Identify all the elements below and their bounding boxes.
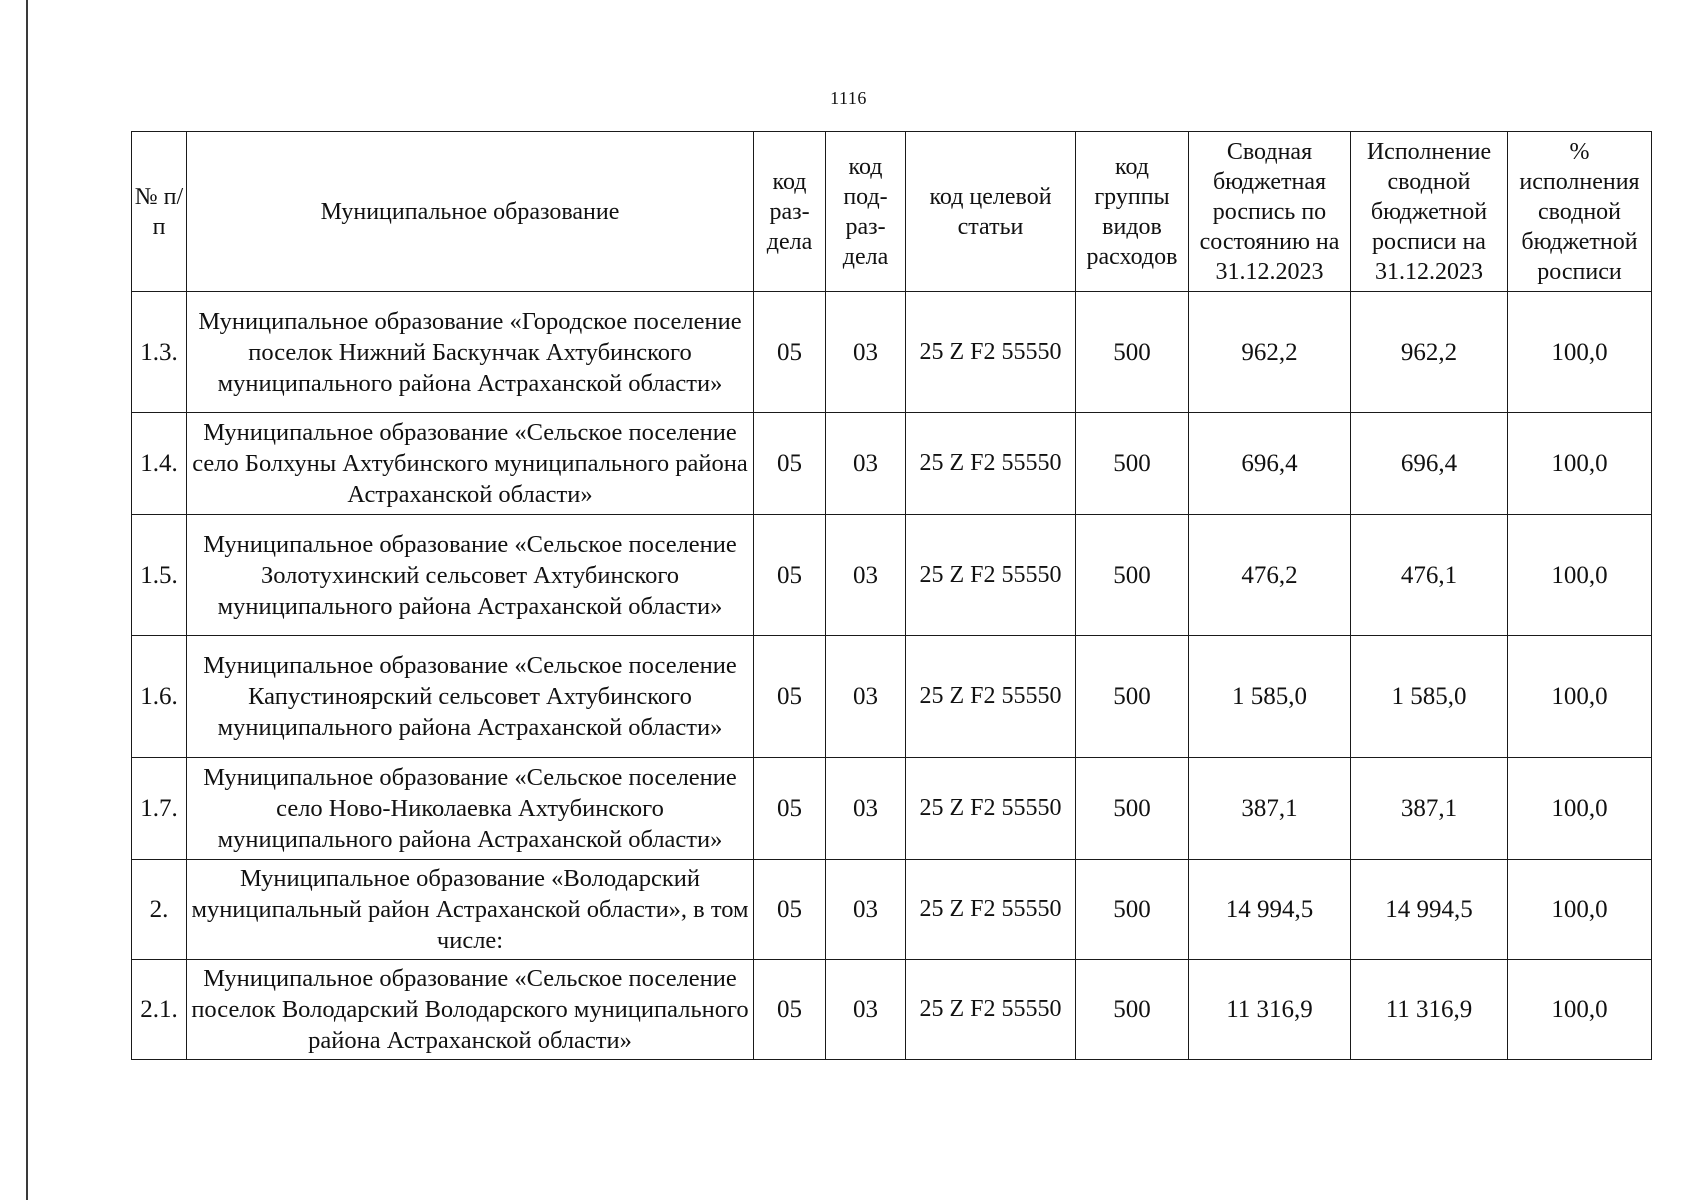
budget-plan-value: 962,2 <box>1189 292 1351 413</box>
budget-execution-value: 1 585,0 <box>1351 636 1508 758</box>
section-code: 05 <box>754 636 826 758</box>
expense-group-code: 500 <box>1076 960 1189 1060</box>
subsection-code: 03 <box>826 515 906 636</box>
table-row <box>132 758 1652 860</box>
subsection-code: 03 <box>826 960 906 1060</box>
table-row <box>132 292 1652 413</box>
subsection-code: 03 <box>826 758 906 860</box>
target-article-code: 25 Z F2 55550 <box>906 413 1076 515</box>
budget-execution-value: 11 316,9 <box>1351 960 1508 1060</box>
section-code: 05 <box>754 515 826 636</box>
expense-group-code: 500 <box>1076 515 1189 636</box>
budget-execution-value: 476,1 <box>1351 515 1508 636</box>
header-budget-plan: Сводная бюджетная роспись по состоянию на 31.12.2023 <box>1189 132 1351 292</box>
execution-percent-value: 100,0 <box>1508 860 1652 960</box>
row-number: 2. <box>132 860 187 960</box>
header-section-code: код раз-дела <box>754 132 826 292</box>
expense-group-code: 500 <box>1076 636 1189 758</box>
section-code: 05 <box>754 960 826 1060</box>
section-code: 05 <box>754 292 826 413</box>
target-article-code: 25 Z F2 55550 <box>906 860 1076 960</box>
header-budget-execution: Исполнение сводной бюджетной росписи на 31.12.2023 <box>1351 132 1508 292</box>
row-number: 1.3. <box>132 292 187 413</box>
row-number: 1.5. <box>132 515 187 636</box>
budget-execution-value: 962,2 <box>1351 292 1508 413</box>
header-subsection-code: код под-раз-дела <box>826 132 906 292</box>
header-target-article-code: код целевой статьи <box>906 132 1076 292</box>
header-execution-percent: % исполнения сводной бюджетной росписи <box>1508 132 1652 292</box>
target-article-code: 25 Z F2 55550 <box>906 636 1076 758</box>
budget-execution-value: 14 994,5 <box>1351 860 1508 960</box>
target-article-code: 25 Z F2 55550 <box>906 960 1076 1060</box>
municipality-name: Муниципальное образование «Володарский муниципальный район Астраханской области», в том числе: <box>187 860 754 960</box>
budget-plan-value: 1 585,0 <box>1189 636 1351 758</box>
municipality-name: Муниципальное образование «Сельское поселение Капустиноярский сельсовет Ахтубинского муниципального района Астраханской области» <box>187 636 754 758</box>
municipality-name: Муниципальное образование «Сельское поселение село Болхуны Ахтубинского муниципального района Астраханской области» <box>187 413 754 515</box>
budget-execution-table <box>131 131 1652 1060</box>
header-row-number: № п/п <box>132 132 187 292</box>
expense-group-code: 500 <box>1076 860 1189 960</box>
municipality-name: Муниципальное образование «Сельское поселение село Ново-Николаевка Ахтубинского муниципального района Астраханской области» <box>187 758 754 860</box>
municipality-name: Муниципальное образование «Сельское поселение Золотухинский сельсовет Ахтубинского муниципального района Астраханской области» <box>187 515 754 636</box>
budget-plan-value: 476,2 <box>1189 515 1351 636</box>
execution-percent-value: 100,0 <box>1508 292 1652 413</box>
table-row <box>132 636 1652 758</box>
row-number: 2.1. <box>132 960 187 1060</box>
municipality-name: Муниципальное образование «Городское поселение поселок Нижний Баскунчак Ахтубинского муниципального района Астраханской области» <box>187 292 754 413</box>
row-number: 1.7. <box>132 758 187 860</box>
execution-percent-value: 100,0 <box>1508 960 1652 1060</box>
target-article-code: 25 Z F2 55550 <box>906 292 1076 413</box>
budget-plan-value: 14 994,5 <box>1189 860 1351 960</box>
subsection-code: 03 <box>826 292 906 413</box>
expense-group-code: 500 <box>1076 758 1189 860</box>
municipality-name: Муниципальное образование «Сельское поселение поселок Володарский Володарского муниципального района Астраханской области» <box>187 960 754 1060</box>
target-article-code: 25 Z F2 55550 <box>906 758 1076 860</box>
table-row <box>132 960 1652 1060</box>
budget-plan-value: 11 316,9 <box>1189 960 1351 1060</box>
row-number: 1.4. <box>132 413 187 515</box>
table-row <box>132 413 1652 515</box>
header-municipality: Муниципальное образование <box>187 132 754 292</box>
target-article-code: 25 Z F2 55550 <box>906 515 1076 636</box>
header-expense-group-code: код группы видов расходов <box>1076 132 1189 292</box>
execution-percent-value: 100,0 <box>1508 515 1652 636</box>
table-header-row <box>132 132 1652 292</box>
table-row <box>132 515 1652 636</box>
subsection-code: 03 <box>826 413 906 515</box>
execution-percent-value: 100,0 <box>1508 636 1652 758</box>
section-code: 05 <box>754 413 826 515</box>
scan-border-line <box>26 0 28 1200</box>
expense-group-code: 500 <box>1076 413 1189 515</box>
section-code: 05 <box>754 860 826 960</box>
subsection-code: 03 <box>826 860 906 960</box>
table-row <box>132 860 1652 960</box>
budget-plan-value: 696,4 <box>1189 413 1351 515</box>
expense-group-code: 500 <box>1076 292 1189 413</box>
budget-execution-value: 696,4 <box>1351 413 1508 515</box>
execution-percent-value: 100,0 <box>1508 413 1652 515</box>
budget-execution-value: 387,1 <box>1351 758 1508 860</box>
row-number: 1.6. <box>132 636 187 758</box>
budget-plan-value: 387,1 <box>1189 758 1351 860</box>
section-code: 05 <box>754 758 826 860</box>
execution-percent-value: 100,0 <box>1508 758 1652 860</box>
page-number: 1116 <box>830 88 867 108</box>
subsection-code: 03 <box>826 636 906 758</box>
